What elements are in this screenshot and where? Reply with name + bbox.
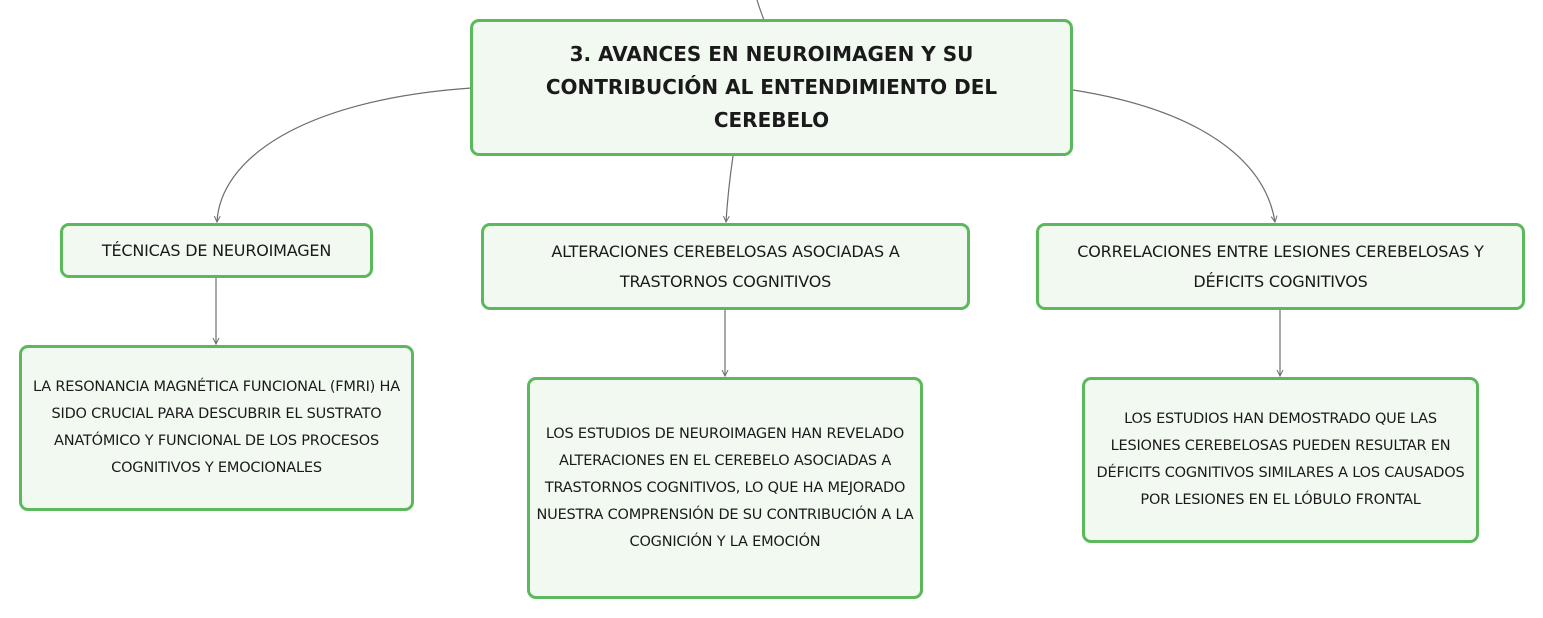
connector-incoming [757,0,764,20]
branch-node-label: CORRELACIONES ENTRE LESIONES CEREBELOSAS Y DÉFICITS COGNITIVOS [1077,241,1484,291]
detail-node-fmri[interactable] [19,345,414,511]
root-node[interactable] [470,19,1073,156]
branch-node-tecnicas[interactable] [60,223,373,278]
connector-root-to-correlaciones [1073,90,1275,222]
branch-node-label: ALTERACIONES CEREBELOSAS ASOCIADAS A TRASTORNOS COGNITIVOS [551,241,900,291]
root-node-title: 3. AVANCES EN NEUROIMAGEN Y SU CONTRIBUCIÓN AL ENTENDIMIENTO DEL CEREBELO [545,42,998,132]
detail-node-text: LOS ESTUDIOS DE NEUROIMAGEN HAN REVELADO ALTERACIONES EN EL CEREBELO ASOCIADAS A TRASTORNOS COGNITIVOS, LO QUE HA MEJORADO NUESTRA COMPRENSIÓN DE SU CONTRIBUCIÓN A LA COGNICIÓN Y LA EMOCIÓN [536,425,914,550]
detail-node-estudios-lesiones[interactable] [1082,377,1479,543]
branch-node-label: TÉCNICAS DE NEUROIMAGEN [101,240,332,260]
connector-root-to-alteraciones [726,156,733,222]
connector-root-to-tecnicas [217,88,471,222]
detail-node-text: LOS ESTUDIOS HAN DEMOSTRADO QUE LAS LESIONES CEREBELOSAS PUEDEN RESULTAR EN DÉFICITS COGNITIVOS SIMILARES A LOS CAUSADOS POR LESIONES EN EL LÓBULO FRONTAL [1096,411,1465,508]
detail-node-estudios-neuroimagen[interactable] [527,377,923,599]
detail-node-text: LA RESONANCIA MAGNÉTICA FUNCIONAL (FMRI) HA SIDO CRUCIAL PARA DESCUBRIR EL SUSTRATO ANATÓMICO Y FUNCIONAL DE LOS PROCESOS COGNITIVOS Y EMOCIONALES [33,379,400,476]
branch-node-alteraciones[interactable] [481,223,970,310]
branch-node-correlaciones[interactable] [1036,223,1525,310]
